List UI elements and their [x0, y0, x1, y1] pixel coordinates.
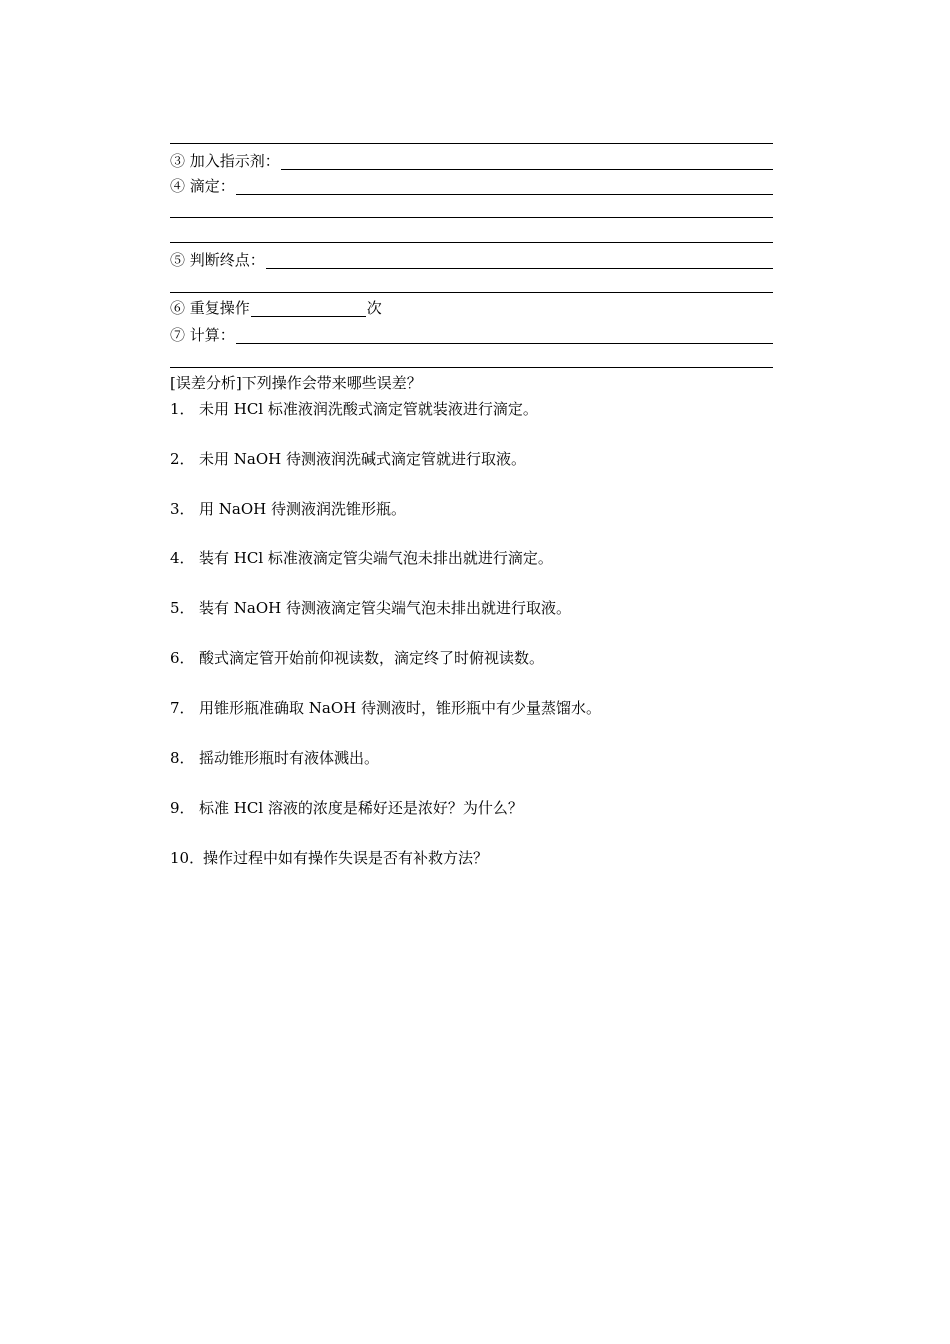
- question-number: 1．: [170, 400, 195, 418]
- step7-answer-line[interactable]: [236, 326, 773, 344]
- step3-row: [170, 150, 773, 170]
- step5-row: [170, 249, 773, 269]
- step5-label: ⑤ 判断终点：: [170, 251, 265, 269]
- question-text: 标准 HCl 溶液的浓度是稀好还是浓好？为什么？: [199, 799, 523, 817]
- step6-suffix: 次: [366, 299, 382, 317]
- answer-line[interactable]: [170, 217, 773, 218]
- step6-count-blank[interactable]: [251, 299, 366, 317]
- question-number: 2．: [170, 450, 195, 468]
- question-number: 7．: [170, 699, 195, 717]
- answer-line[interactable]: [170, 242, 773, 243]
- step3-answer-line[interactable]: [281, 152, 773, 170]
- step6-row: [170, 299, 382, 317]
- question-text: 未用 HCl 标准液润洗酸式滴定管就装液进行滴定。: [199, 400, 538, 418]
- answer-line[interactable]: [170, 143, 773, 144]
- question-text: 装有 HCl 标准液滴定管尖端气泡未排出就进行滴定。: [199, 549, 553, 567]
- question-number: 10．: [170, 849, 205, 867]
- question-text: 装有 NaOH 待测液滴定管尖端气泡未排出就进行取液。: [199, 599, 571, 617]
- step4-label: ④ 滴定：: [170, 177, 235, 195]
- question-item: [170, 500, 406, 518]
- question-item: [170, 749, 379, 767]
- question-number: 3．: [170, 500, 195, 518]
- question-number: 8．: [170, 749, 195, 767]
- step7-label: ⑦ 计算：: [170, 326, 235, 344]
- question-item: [170, 549, 553, 567]
- question-text: 未用 NaOH 待测液润洗碱式滴定管就进行取液。: [199, 450, 526, 468]
- step4-row: [170, 175, 773, 195]
- step4-answer-line[interactable]: [236, 177, 773, 195]
- question-text: 酸式滴定管开始前仰视读数，滴定终了时俯视读数。: [199, 649, 545, 667]
- question-item: [170, 450, 526, 468]
- question-text: 用锥形瓶准确取 NaOH 待测液时，锥形瓶中有少量蒸馏水。: [199, 699, 601, 717]
- question-number: 6．: [170, 649, 195, 667]
- question-item: [170, 799, 523, 817]
- question-item: [170, 699, 601, 717]
- question-number: 5．: [170, 599, 195, 617]
- error-analysis-heading: [误差分析]下列操作会带来哪些误差？: [170, 374, 422, 392]
- step3-label: ③ 加入指示剂：: [170, 152, 280, 170]
- question-item: [170, 649, 544, 667]
- question-number: 9．: [170, 799, 195, 817]
- question-number: 4．: [170, 549, 195, 567]
- answer-line[interactable]: [170, 292, 773, 293]
- question-text: 摇动锥形瓶时有液体溅出。: [199, 749, 380, 767]
- step7-row: [170, 324, 773, 344]
- step5-answer-line[interactable]: [266, 251, 773, 269]
- question-text: 操作过程中如有操作失误是否有补救方法？: [203, 849, 489, 867]
- step6-label: ⑥ 重复操作: [170, 299, 250, 317]
- question-text: 用 NaOH 待测液润洗锥形瓶。: [199, 500, 406, 518]
- question-item: [170, 400, 538, 418]
- question-item: [170, 849, 488, 867]
- question-item: [170, 599, 571, 617]
- answer-line[interactable]: [170, 367, 773, 368]
